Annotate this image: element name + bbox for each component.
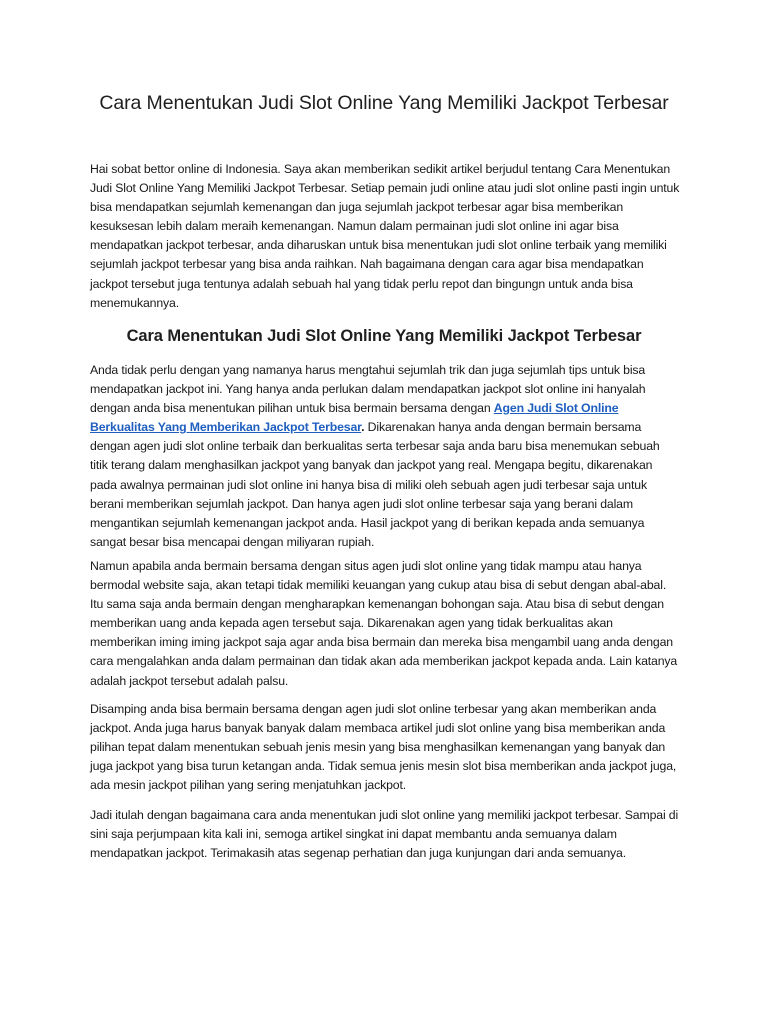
section-heading: Cara Menentukan Judi Slot Online Yang Memiliki Jackpot Terbesar <box>126 327 642 345</box>
paragraph-2-text-end: Dikarenakan hanya anda dengan bermain bersama dengan agen judi slot online terbaik dan berkualitas serta terbesar saja anda baru bisa menemukan sebuah titik terang dalam menghasilkan jackpot yang banyak dan jackpot yang real. Mengapa begitu, dikarenakan pada awalnya permainan judi slot online ini hanya bisa di miliki oleh sebuah agen judi terbesar saja untuk berani memberikan sejumlah jackpot. Dan hanya agen judi slot online terbesar saja yang berani dalam mengantikan sejumlah kemenangan jackpot anda. Hasil jackpot yang di berikan kepada anda semuanya sangat besar bisa mencapai dengan miliyaran rupiah. <box>90 420 660 549</box>
document-title: Cara Menentukan Judi Slot Online Yang Memiliki Jackpot Terbesar <box>99 92 669 114</box>
paragraph-2-period: . <box>361 420 365 435</box>
paragraph-2 <box>90 361 680 552</box>
intro-paragraph: Hai sobat bettor online di Indonesia. Saya akan memberikan sedikit artikel berjudul tentang Cara Menentukan Judi Slot Online Yang Memiliki Jackpot Terbesar. Setiap pemain judi online atau judi slot online pasti ingin untuk bisa mendapatkan sejumlah kemenangan dan juga sejumlah jackpot terbesar agar bisa memberikan kesuksesan lebih dalam meraih kemenangan. Namun dalam permainan judi slot online ini agar bisa mendapatkan jackpot terbesar, anda diharuskan untuk bisa menentukan judi slot online terbaik yang memiliki sejumlah jackpot terbesar yang bisa anda raihkan. Nah bagaimana dengan cara agar bisa mendapatkan jackpot tersebut juga tentunya adalah sebuah hal yang tidak perlu repot dan bingungn untuk anda bisa menemukannya. <box>90 162 680 310</box>
paragraph-5: Jadi itulah dengan bagaimana cara anda menentukan judi slot online yang memiliki jackpot terbesar. Sampai di sini saja perjumpaan kita kali ini, semoga artikel singkat ini dapat membantu anda semuanya dalam mendapatkan jackpot. Terimakasih atas segenap perhatian dan juga kunjungan dari anda semuanya. <box>90 808 679 861</box>
paragraph-3: Namun apabila anda bermain bersama dengan situs agen judi slot online yang tidak mampu atau hanya bermodal website saja, akan tetapi tidak memiliki keuangan yang cukup atau bisa di sebut dengan abal-abal. Itu sama saja anda bermain dengan mengharapkan kemenangan bohongan saja. Atau bisa di sebut dengan memberikan uang anda kepada agen tersebut saja. Dikarenakan agen yang tidak berkualitas akan memberikan iming iming jackpot saja agar anda bisa bermain dan mereka bisa mengambil uang anda dengan cara mengalahkan anda dalam permainan dan tidak akan ada memberikan jackpot kepada anda. Lain katanya adalah jackpot tersebut adalah palsu. <box>90 559 678 688</box>
paragraph-2-text-start: Anda tidak perlu dengan yang namanya harus mengtahui sejumlah trik dan juga sejumlah tips untuk bisa mendapatkan jackpot ini. Yang hanya anda perlukan dalam mendapatkan jackpot slot online ini hanyalah dengan anda bisa menentukan pilihan untuk bisa bermain bersama dengan <box>90 363 646 416</box>
paragraph-4: Disamping anda bisa bermain bersama dengan agen judi slot online terbesar yang akan memberikan anda jackpot. Anda juga harus banyak banyak dalam membaca artikel judi slot online yang bisa memberikan anda pilihan tepat dalam menentukan sebuah jenis mesin yang bisa menghasilkan kemenangan yang banyak dan juga jackpot yang bisa turun ketangan anda. Tidak semua jenis mesin slot bisa memberikan anda jackpot juga, ada mesin jackpot pilihan yang sering menjatuhkan jackpot. <box>90 702 677 793</box>
agen-judi-slot-link[interactable]: Agen Judi Slot Online Berkualitas Yang Memberikan Jackpot Terbesar <box>90 401 619 435</box>
